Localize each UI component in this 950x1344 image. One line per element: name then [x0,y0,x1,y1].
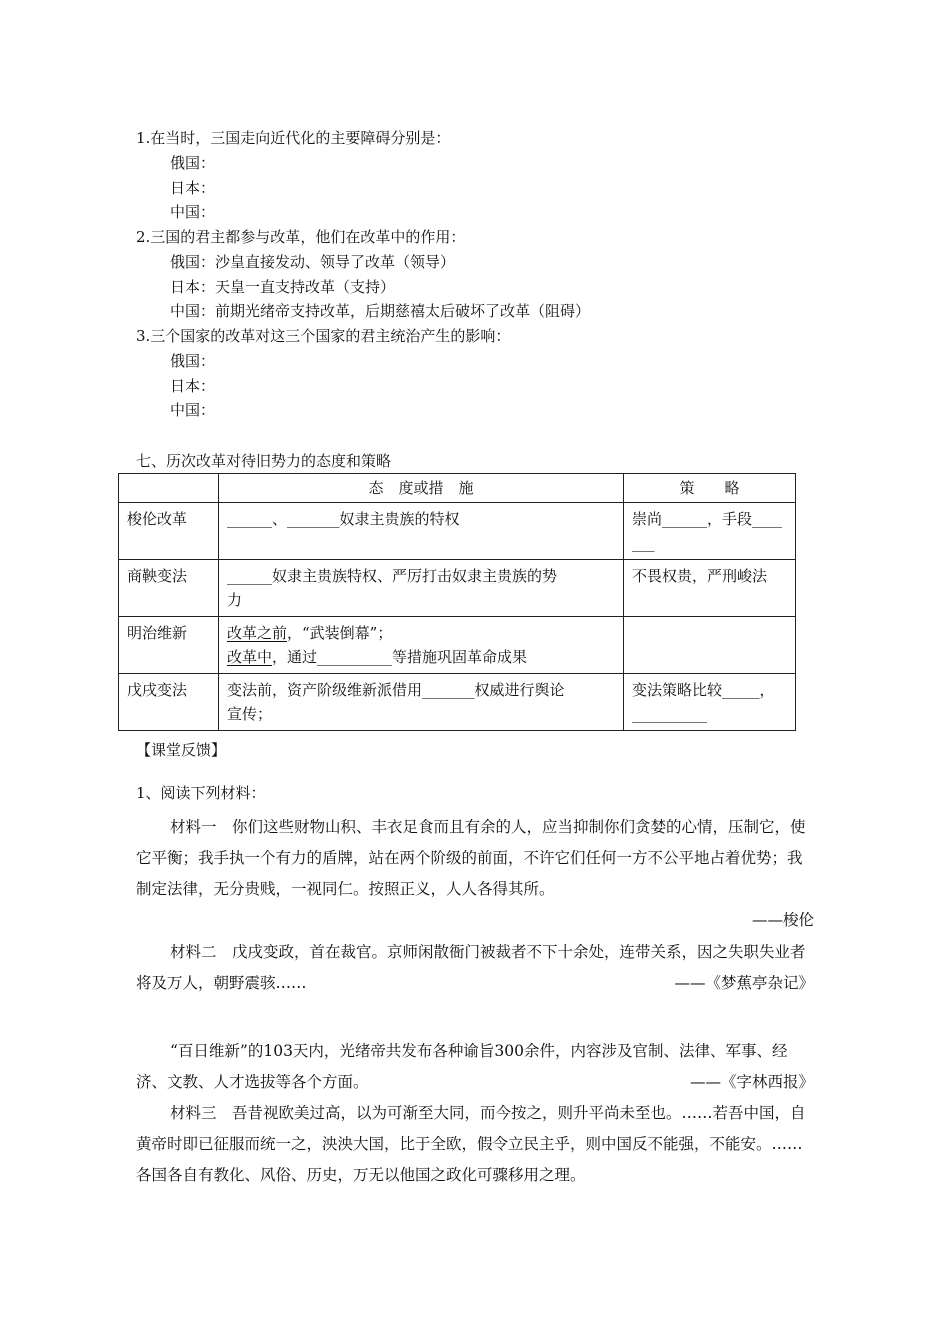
reform-strategy [624,503,796,560]
cell-line: 变法前，资产阶级维新派借用_______权威进行舆论 [227,681,565,699]
material-3: 材料三 吾昔视欧美过高，以为可渐至大同，而今按之，则升平尚未至也。……若吾中国，自黄帝时即已征服而统一之，泱泱大国，比于全欧，假令立民主乎，则中国反不能强，不能安。……各国各自有教化、风俗、历史，万无以他国之政化可骤移用之理。 [136,1104,806,1184]
table-row [119,503,796,560]
material-1: 材料一 你们这些财物山积、丰衣足食而且有余的人，应当抑制你们贪婪的心情，压制它，使它平衡；我手执一个有力的盾牌，站在两个阶级的前面，不许它们任何一方不公平地占着优势；我制定法律，无分贵贱，一视同仁。按照正义，人人各得其所。 [136,818,806,898]
answer-japan: 日本： [170,377,216,395]
question-3: 3.三个国家的改革对这三个国家的君主统治产生的影响： [136,327,511,345]
reform-name: 梭伦改革 [119,503,219,560]
answer-china: 中国： [170,401,216,419]
table-row [119,560,796,617]
table-row [119,617,796,674]
reform-measures [219,503,624,560]
cell-line: ______奴隶主贵族特权、严厉打击奴隶主贵族的势 [227,567,558,585]
cell-text: ，“武装倒幕”； [287,624,393,642]
table-header-cell [119,474,219,503]
table-header-cell: 策 略 [624,474,796,503]
material-2b: “百日维新”的103天内，光绪帝共发布各种谕旨300余件，内容涉及官制、法律、军事、经济、文教、人才选拔等各个方面。 [136,1042,788,1091]
reform-measures [219,674,624,731]
answer-japan: 日本：天皇一直支持改革（支持） [170,278,396,296]
reform-strategy [624,560,796,617]
section-title: 七、历次改革对待旧势力的态度和策略 [136,452,392,470]
table-header-cell: 态 度或措 施 [219,474,624,503]
reform-name: 戊戌变法 [119,674,219,731]
material-1-source: ——梭伦 [751,911,814,929]
table-header-row [119,474,796,503]
reform-strategy [624,674,796,731]
reform-measures [219,617,624,674]
cell-line: ___ [632,534,655,552]
reform-name: 明治维新 [119,617,219,674]
material-2: 材料二 戊戌变政，首在裁官。京师闲散衙门被裁者不下十余处，连带关系，因之失职失业者将及万人，朝野震骇…… [136,943,806,992]
feedback-question: 1、阅读下列材料： [136,784,266,802]
underlined-term: 改革中 [227,648,273,666]
question-2: 2.三国的君主都参与改革，他们在改革中的作用： [136,228,466,246]
cell-line: 力 [227,591,243,609]
question-1: 1.在当时，三国走向近代化的主要障碍分别是： [136,129,451,147]
reform-table [118,473,796,731]
reform-name: 商鞅变法 [119,560,219,617]
answer-russia: 俄国： [170,352,216,370]
cell-line: 崇尚______，手段____ [632,510,783,528]
cell-line: 变法策略比较_____， [632,681,775,699]
cell-line: ______、_______奴隶主贵族的特权 [227,510,460,528]
cell-line [227,621,615,645]
reform-strategy [624,617,796,674]
feedback-title: 【课堂反馈】 [136,741,227,759]
material-2b-source: ——《字林西报》 [689,1073,814,1091]
answer-russia: 俄国： [170,154,216,172]
cell-line: 不畏权贵，严刑峻法 [632,567,768,585]
cell-line: __________ [632,705,707,723]
answer-china: 中国：前期光绪帝支持改革，后期慈禧太后破坏了改革（阻碍） [170,302,591,320]
cell-line [227,645,615,669]
material-2-source: ——《梦蕉亭杂记》 [674,974,814,992]
reform-measures [219,560,624,617]
answer-russia: 俄国：沙皇直接发动、领导了改革（领导） [170,253,456,271]
answer-japan: 日本： [170,179,216,197]
table-row [119,674,796,731]
cell-line: 宣传； [227,705,273,723]
cell-text: ，通过__________等措施巩固革命成果 [272,648,528,666]
answer-china: 中国： [170,203,216,221]
underlined-term: 改革之前 [227,624,288,642]
